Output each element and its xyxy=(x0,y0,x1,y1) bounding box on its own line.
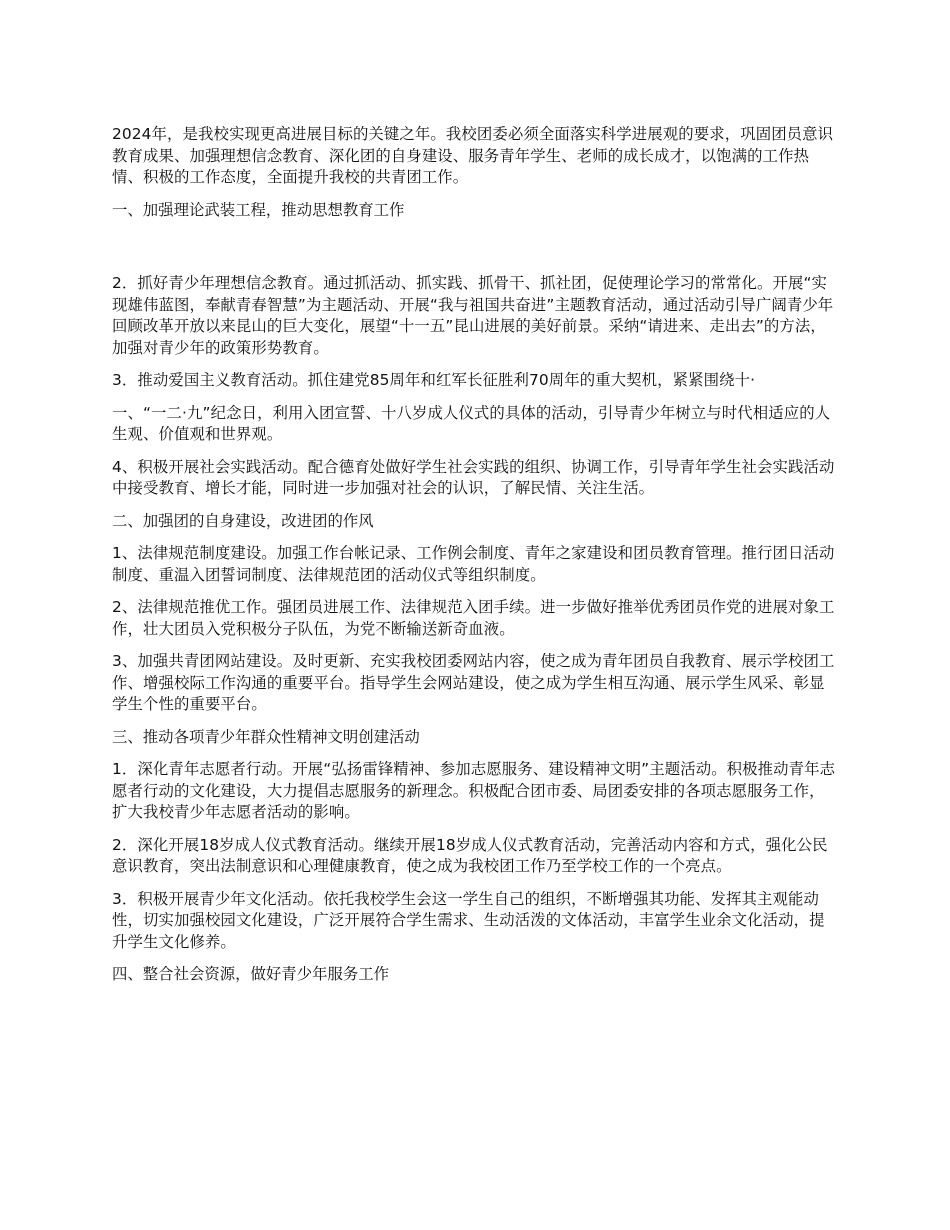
paragraph-december-ninth: 一、“一二·九”纪念日，利用入团宣誓、十八岁成人仪式的具体的活动，引导青少年树立与时代相适应的人生观、价值观和世界观。 xyxy=(112,403,831,443)
paragraph-system-building: 1、法律规范制度建设。加强工作台帐记录、工作例会制度、青年之家建设和团员教育管理。推行团日活动制度、重温入团誓词制度、法律规范团的活动仪式等组织制度。 xyxy=(112,544,835,584)
section-heading-2: 二、加强团的自身建设，改进团的作风 xyxy=(112,511,374,530)
blank-gap xyxy=(112,232,840,273)
section-heading-4: 四、整合社会资源，做好青少年服务工作 xyxy=(112,965,390,983)
paragraph-social-practice: 4、积极开展社会实践活动。配合德育处做好学生社会实践的组织、协调工作，引导青年学生社会实践活动中接受教育、增长才能，同时进一步加强对社会的认识，了解民情、关注生活。 xyxy=(112,457,835,497)
paragraph-culture: 3．积极开展青少年文化活动。依托我校学生会这一学生自己的组织，不断增强其功能、发挥其主观能动性，切实加强校园文化建设，广泛开展符合学生需求、生动活泼的文体活动，丰富学生业余文化活动，提升学生文化修养。 xyxy=(112,889,825,951)
section-heading-3: 三、推动各项青少年群众性精神文明创建活动 xyxy=(112,727,420,746)
paragraph-ideal-belief: 2．抓好青少年理想信念教育。通过抓活动、抓实践、抓骨干、抓社团，促使理论学习的常常化。开展“实现雄伟蓝图，奉献青春智慧”为主题活动、开展“我与祖国共奋进”主题教育活动，通过活动引导广阔青少年回顾改革开放以来昆山的巨大变化，展望“十一五”昆山进展的美好前景。采纳“请进来、走出去”的方法，加强对青少年的政策形势教育。 xyxy=(112,274,834,357)
section-heading-1: 一、加强理论武装工程，推动思想教育工作 xyxy=(112,200,405,219)
intro-paragraph: 2024年，是我校实现更高进展目标的关键之年。我校团委必须全面落实科学进展观的要求，巩固团员意识教育成果、加强理想信念教育、深化团的自身建设、服务青年学生、老师的成长成才，以饱满的工作热情、积极的工作态度，全面提升我校的共青团工作。 xyxy=(112,125,834,186)
paragraph-recommend: 2、法律规范推优工作。强团员进展工作、法律规范入团手续。进一步做好推举优秀团员作党的进展对象工作，壮大团员入党积极分子队伍，为党不断输送新奇血液。 xyxy=(112,598,835,638)
paragraph-volunteer: 1．深化青年志愿者行动。开展“弘扬雷锋精神、参加志愿服务、建设精神文明”主题活动。积极推动青年志愿者行动的文化建设，大力提倡志愿服务的新理念。积极配合团市委、局团委安排的各项志愿服务工作，扩大我校青少年志愿者活动的影响。 xyxy=(112,760,836,821)
paragraph-patriotism: 3．推动爱国主义教育活动。抓住建党85周年和红军长征胜利70周年的重大契机，紧紧围绕十· xyxy=(112,371,756,389)
paragraph-website: 3、加强共青团网站建设。及时更新、充实我校团委网站内容，使之成为青年团员自我教育、展示学校团工作、增强校际工作沟通的重要平台。指导学生会网站建设，使之成为学生相互沟通、展示学生风采、彰显学生个性的重要平台。 xyxy=(112,652,835,713)
document-body xyxy=(112,124,840,997)
paragraph-coming-of-age: 2．深化开展18岁成人仪式教育活动。继续开展18岁成人仪式教育活动，完善活动内容和方式，强化公民意识教育，突出法制意识和心理健康教育，使之成为我校团工作乃至学校工作的一个亮点。 xyxy=(112,835,828,875)
